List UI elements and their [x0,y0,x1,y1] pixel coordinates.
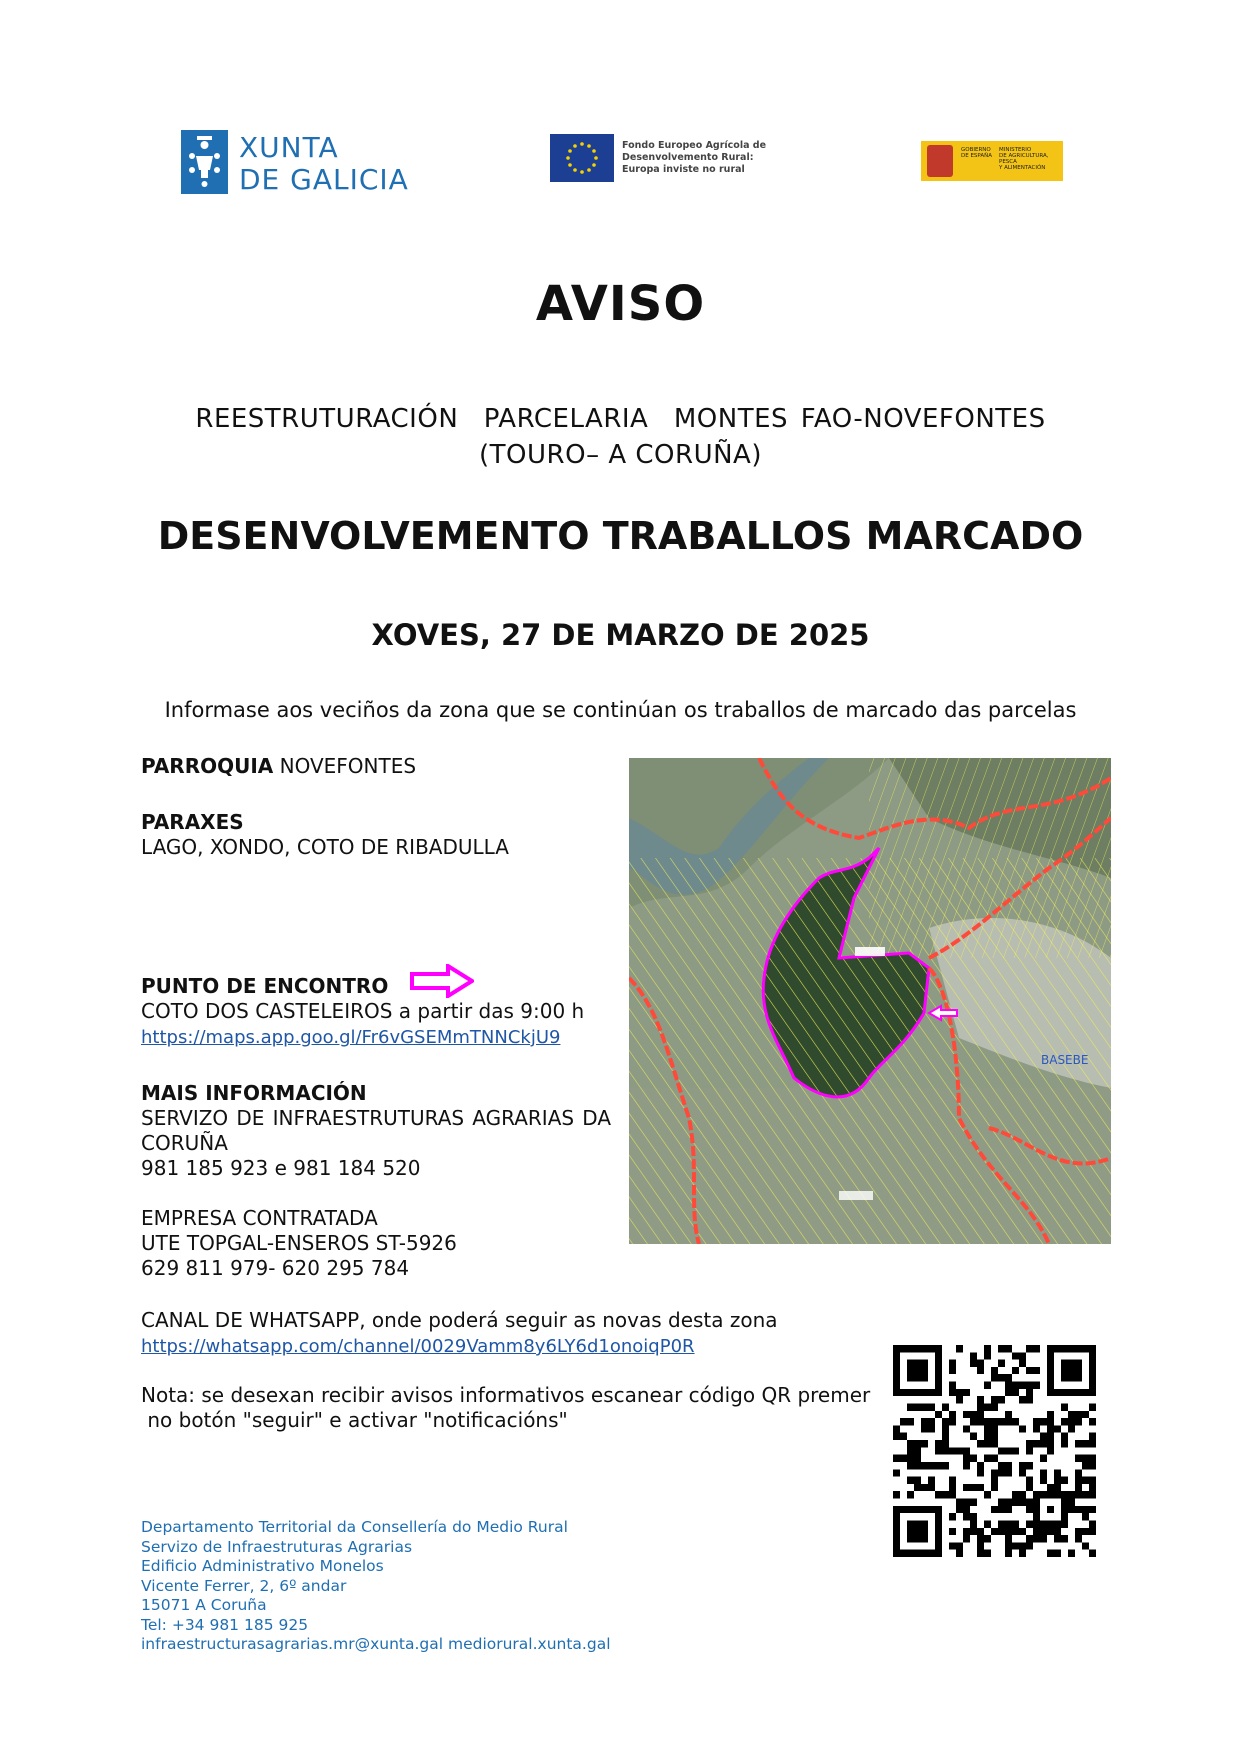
pointer-arrow-icon [410,964,474,998]
footer-line: Servizo de Infraestruturas Agrarias [141,1537,413,1556]
eu-line3: Europa inviste no rural [622,164,745,175]
paraxes-value: LAGO, XONDO, COTO DE RIBADULLA [141,835,509,859]
gob-line2: DE ESPAÑA [961,153,993,159]
eu-line1: Fondo Europeo Agrícola de [622,140,767,151]
parroquia-value: NOVEFONTES [279,754,417,778]
info-label: MAIS INFORMACIÓN [141,1081,367,1105]
empresa-value: UTE TOPGAL-ENSEROS ST-5926 [141,1231,457,1255]
parroquia-label: PARROQUIA [141,754,274,778]
parcel-map [629,758,1111,1244]
xunta-de-galicia-logo [181,130,421,196]
parroquia-row [141,754,416,779]
xunta-line1: XUNTA [239,131,339,164]
intro-text: Informase aos veciños da zona que se continúan os traballos de marcado das parcelas [164,698,1077,722]
whatsapp-block [141,1308,778,1359]
whatsapp-link[interactable]: https://whatsapp.com/channel/0029Vamm8y6LY6d1onoiqP0R [141,1336,695,1357]
empresa-block [141,1206,457,1281]
info-value: SERVIZO DE INFRAESTRUTURAS AGRARIAS DA CORUÑA [141,1106,611,1155]
nota-line2: no botón "seguir" e activar "notificacións" [141,1408,568,1432]
xunta-shield-icon [181,130,228,194]
punto-value: COTO DOS CASTELEIROS a partir das 9:00 h [141,999,585,1023]
min-line2: DE AGRICULTURA, PESCA [999,153,1049,165]
subtitle-line2: (TOURO– A CORUÑA) [479,440,762,470]
nota-block [141,1383,870,1433]
map-label-basebe: BASEBE [1041,1053,1089,1067]
eu-line2: Desenvolvemento Rural: [622,152,754,163]
paraxes-label: PARAXES [141,810,244,834]
footer-line: Tel: +34 981 185 925 [141,1615,309,1634]
spain-crest-icon [927,145,953,177]
footer-line: Edificio Administrativo Monelos [141,1557,384,1575]
paraxes-block [141,810,509,860]
min-line3: Y ALIMENTACIÓN [999,165,1046,171]
nota-line1: Nota: se desexan recibir avisos informativos escanear código QR premer [141,1383,871,1407]
feader-logo [550,134,790,184]
empresa-label: EMPRESA CONTRATADA [141,1206,378,1230]
eu-flag-icon [550,134,614,182]
footer-line: 15071 A Coruña [141,1596,267,1614]
footer-line: Departamento Territorial da Consellería do Medio Rural [141,1518,568,1536]
min-line1: MINISTERIO [999,147,1032,153]
punto-label: PUNTO DE ENCONTRO [141,974,389,998]
footer-line: Vicente Ferrer, 2, 6º andar [141,1576,347,1595]
page-title: AVISO [535,276,706,332]
footer-line: infraestructurasagrarias.mr@xunta.gal mediorural.xunta.gal [141,1635,611,1653]
empresa-phones: 629 811 979- 620 295 784 [141,1256,410,1280]
qr-code [893,1345,1096,1557]
info-phones: 981 185 923 e 981 184 520 [141,1156,421,1180]
gobierno-espana-logo [921,141,1063,181]
mais-info-block [141,1081,611,1181]
event-date: XOVES, 27 DE MARZO DE 2025 [371,618,870,652]
punto-encontro-block [141,974,584,1050]
main-heading: DESENVOLVEMENTO TRABALLOS MARCADO [157,514,1084,558]
xunta-line2: DE GALICIA [239,163,409,196]
subtitle-line1: REESTRUTURACIÓN PARCELARIA MONTES FAO-NOVEFONTES [195,404,1046,434]
maps-link[interactable]: https://maps.app.goo.gl/Fr6vGSEMmTNNCkjU9 [141,1027,561,1048]
whatsapp-text: CANAL DE WHATSAPP, onde poderá seguir as novas desta zona [141,1308,778,1332]
footer-address [141,1518,611,1655]
gob-line1: GOBIERNO [961,147,991,153]
